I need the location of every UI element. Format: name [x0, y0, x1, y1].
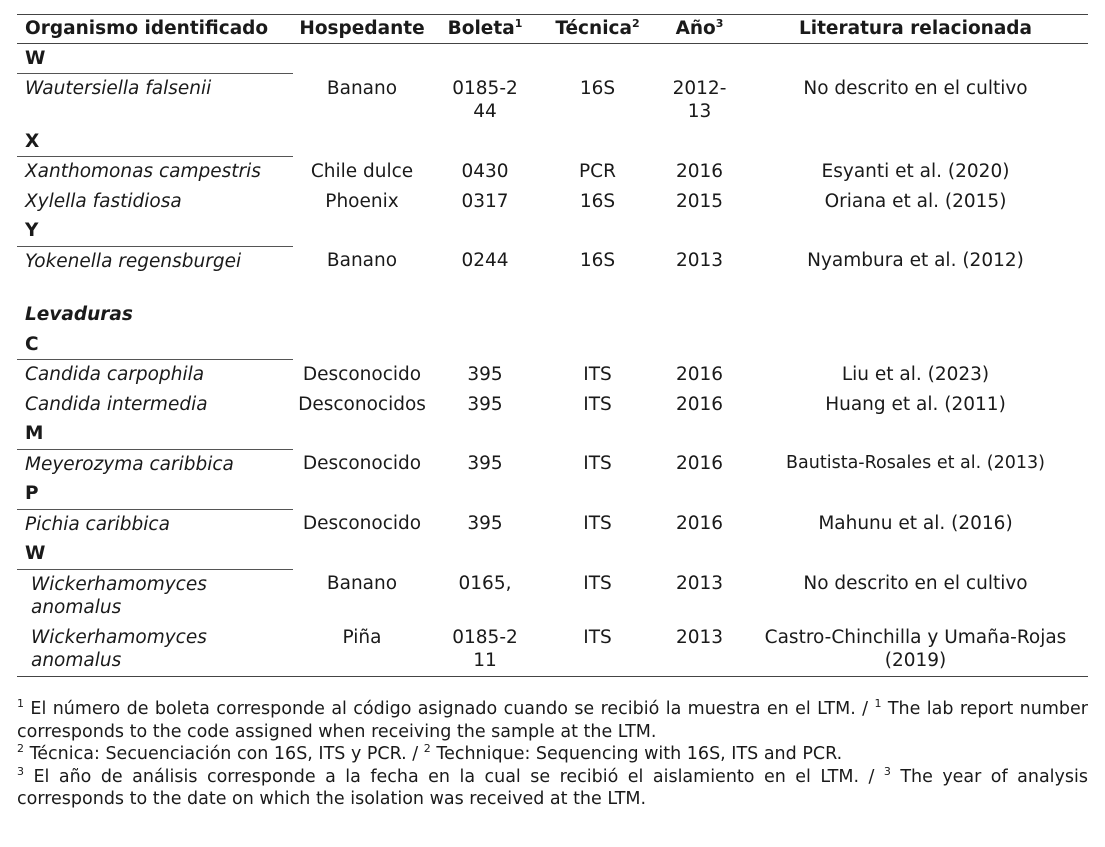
table-row — [17, 157, 1088, 187]
footnote-3-es: El año de análisis corresponde a la fecha en la cual se recibió el aislamiento en el LTM. / — [33, 766, 875, 787]
footnote-2-marker-en: 2 — [423, 742, 431, 755]
boleta-cell: 0165, — [458, 573, 512, 594]
organism-name: Candida carpophila — [25, 364, 205, 385]
host-cell: Banano — [326, 573, 398, 594]
group-header-row — [17, 216, 1088, 246]
organism-name: Wickerhamomyces anomalus — [31, 573, 207, 618]
organism-name: Candida intermedia — [25, 393, 208, 415]
section-header-row — [17, 276, 1088, 330]
table-row — [17, 449, 1088, 479]
anio-cell: 2015 — [675, 190, 724, 212]
group-letter: C — [17, 330, 293, 360]
tecnica-cell: 16S — [579, 190, 616, 212]
anio-cell: 2016 — [675, 363, 724, 385]
table-row — [17, 187, 1088, 217]
header-tecnica-label: Técnica — [555, 18, 632, 39]
table-row — [17, 360, 1088, 390]
tecnica-cell: 16S — [579, 250, 616, 271]
group-header-row — [17, 127, 1088, 157]
boleta-cell: 395 — [467, 453, 503, 474]
host-cell: Desconocidos — [298, 393, 426, 415]
footnote-1-en: The lab report number corresponds to the code assigned when receiving the sample at the LTM. — [17, 699, 1088, 742]
tecnica-cell: 16S — [579, 77, 616, 99]
group-letter: Y — [17, 216, 293, 246]
group-letter: W — [17, 539, 293, 569]
footnote-2-es: Técnica: Secuenciación con 16S, ITS y PCR. / — [29, 744, 419, 764]
footnote-1 — [17, 698, 1088, 743]
organism-name: Yokenella regensburgei — [25, 250, 242, 272]
host-cell: Desconocido — [302, 363, 422, 385]
literatura-cell: Liu et al. (2023) — [841, 363, 990, 385]
footnote-2-marker: 2 — [17, 742, 24, 755]
organism-name: Pichia caribbica — [25, 513, 170, 535]
host-cell: Chile dulce — [310, 160, 414, 182]
tecnica-cell: ITS — [583, 453, 612, 474]
anio-cell: 2016 — [675, 160, 724, 182]
anio-cell: 2016 — [675, 393, 724, 415]
tecnica-cell: ITS — [583, 573, 612, 594]
literatura-cell: Esyanti et al. (2020) — [821, 160, 1010, 182]
section-title-levaduras: Levaduras — [25, 304, 133, 325]
tecnica-cell: PCR — [579, 160, 616, 182]
table-header-row — [17, 15, 1088, 44]
anio-cell: 2013 — [675, 250, 724, 271]
tecnica-cell: ITS — [583, 513, 612, 534]
organism-name: Xanthomonas campestris — [25, 161, 261, 182]
header-tecnica-footnote-ref: 2 — [631, 17, 640, 30]
anio-cell: 2016 — [675, 453, 724, 474]
group-letter: P — [17, 479, 293, 509]
table-row — [17, 390, 1088, 420]
anio-cell: 2013 — [675, 573, 724, 594]
header-organism: Organismo identificado — [25, 18, 269, 39]
anio-cell: 2012-13 — [672, 77, 727, 122]
boleta-cell: 395 — [467, 393, 503, 415]
footnote-2 — [17, 743, 1088, 766]
footnotes — [17, 698, 1088, 811]
literatura-cell: Castro-Chinchilla y Umaña-Rojas (2019) — [743, 623, 1088, 677]
tecnica-cell: ITS — [583, 363, 612, 385]
literatura-cell: No descrito en el cultivo — [803, 573, 1028, 594]
boleta-cell: 0430 — [461, 160, 509, 182]
host-cell: Banano — [326, 250, 398, 271]
group-header-row — [17, 419, 1088, 449]
footnote-1-marker-en: 1 — [874, 697, 882, 710]
anio-cell: 2013 — [656, 623, 743, 677]
boleta-cell: 0185-244 — [452, 77, 518, 122]
boleta-cell: 0317 — [461, 190, 509, 212]
header-host: Hospedante — [299, 18, 425, 39]
tecnica-cell: ITS — [583, 393, 612, 415]
footnote-3-marker-en: 3 — [883, 764, 891, 778]
host-cell: Desconocido — [302, 453, 422, 474]
group-letter: W — [17, 43, 293, 74]
group-header-row — [17, 539, 1088, 569]
footnote-1-es: El número de boleta corresponde al código asignado cuando se recibió la muestra en el LTM. / — [30, 699, 869, 719]
header-literatura: Literatura relacionada — [798, 18, 1033, 39]
group-header-row — [17, 330, 1088, 360]
literatura-cell: Nyambura et al. (2012) — [807, 250, 1024, 271]
footnote-3-en: The year of analysis corresponds to the date on which the isolation was received at the LTM. — [17, 766, 1088, 809]
table-row — [17, 74, 1088, 127]
literatura-cell: No descrito en el cultivo — [803, 77, 1028, 99]
group-header-row — [17, 43, 1088, 74]
organism-table — [17, 14, 1088, 677]
table-row — [17, 569, 1088, 623]
group-letter: M — [17, 419, 293, 449]
organism-name: Wickerhamomyces anomalus — [17, 623, 293, 677]
footnote-2-en: Technique: Sequencing with 16S, ITS and PCR. — [436, 744, 843, 764]
boleta-cell: 395 — [467, 363, 503, 385]
footnote-3-marker: 3 — [17, 764, 24, 778]
host-cell: Banano — [326, 77, 398, 99]
group-header-row — [17, 479, 1088, 509]
header-boleta — [431, 15, 539, 44]
host-cell: Phoenix — [325, 190, 399, 212]
literatura-cell: Huang et al. (2011) — [825, 393, 1006, 415]
organism-name: Xylella fastidiosa — [25, 190, 182, 212]
table-row — [17, 509, 1088, 539]
table-row — [17, 246, 1088, 276]
literatura-cell: Bautista-Rosales et al. (2013) — [786, 453, 1045, 473]
literatura-cell: Mahunu et al. (2016) — [818, 513, 1013, 534]
footnote-3 — [17, 766, 1088, 811]
header-anio-footnote-ref: 3 — [715, 17, 724, 30]
organism-name: Meyerozyma caribbica — [25, 453, 234, 475]
boleta-cell: 0244 — [461, 250, 509, 271]
boleta-cell: 395 — [467, 513, 503, 534]
host-cell: Piña — [293, 623, 431, 677]
host-cell: Desconocido — [302, 513, 422, 534]
header-boleta-label: Boleta — [447, 18, 515, 39]
header-anio-label: Año — [675, 18, 716, 39]
anio-cell: 2016 — [675, 513, 724, 534]
organism-name: Wautersiella falsenii — [25, 78, 212, 99]
header-boleta-footnote-ref: 1 — [514, 17, 523, 30]
group-letter: X — [17, 127, 293, 157]
tecnica-cell: ITS — [539, 623, 656, 677]
boleta-cell: 0185-211 — [431, 623, 539, 677]
footnote-1-marker: 1 — [17, 697, 24, 710]
header-tecnica — [539, 15, 656, 44]
literatura-cell: Oriana et al. (2015) — [824, 190, 1007, 212]
header-anio — [656, 15, 743, 44]
table-row — [17, 623, 1088, 677]
